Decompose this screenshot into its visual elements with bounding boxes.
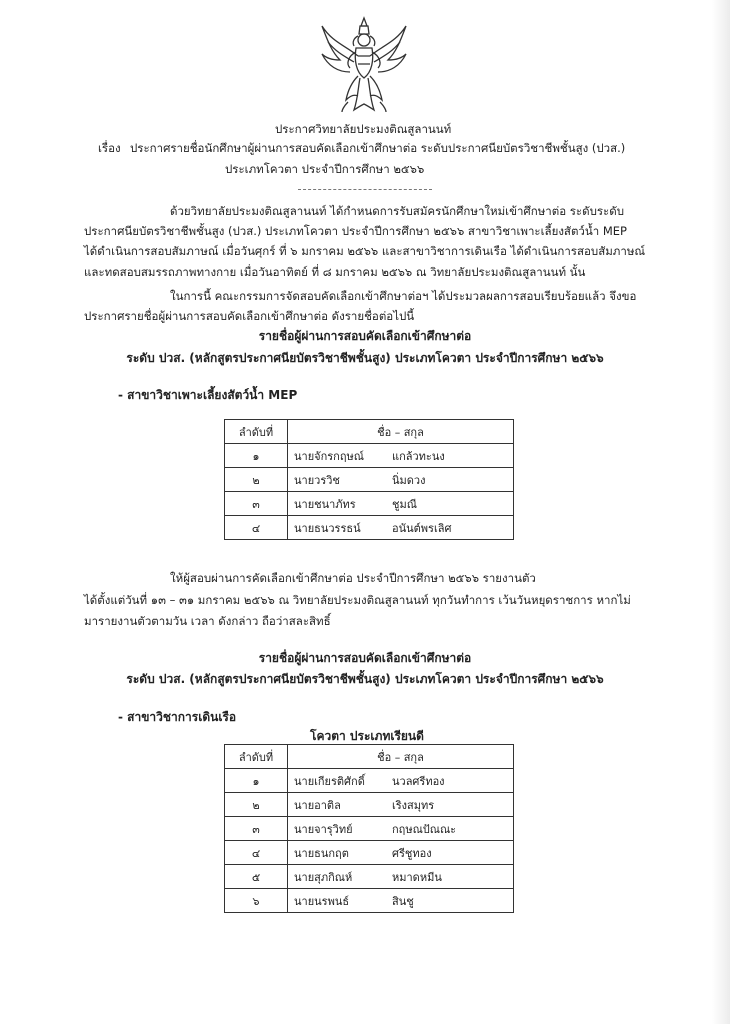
row-name xyxy=(288,793,514,817)
section-2-table xyxy=(224,744,514,913)
table-row xyxy=(225,793,514,817)
row-name xyxy=(288,444,514,468)
section-2-heading: รายชื่อผู้ผ่านการสอบคัดเลือกเข้าศึกษาต่อ xyxy=(258,651,472,665)
paragraph-1-line-4: และทดสอบสมรรถภาพทางกาย เมื่อวันอาทิตย์ ที่ ๘ มกราคม ๒๕๖๖ ณ วิทยาลัยประมงติณสูลานนท์ นั้น xyxy=(84,265,586,279)
row-number: ๓ xyxy=(225,492,288,516)
table-row xyxy=(225,492,514,516)
row-name xyxy=(288,817,514,841)
paragraph-1-line-2: ประกาศนียบัตรวิชาชีพชั้นสูง (ปวส.) ประเภทโควตา ประจำปีการศึกษา ๒๕๖๖ สาขาวิชาเพาะเลี้ยงสัตว์น้ำ MEP xyxy=(84,224,627,238)
row-name xyxy=(288,865,514,889)
last-name: กฤษณปัณณะ xyxy=(392,822,457,836)
first-name: นายธนวรรธน์ xyxy=(294,521,361,535)
quota-type: โควตา ประเภทเรียนดี xyxy=(310,729,424,743)
first-name: นายเกียรติศักดิ์ xyxy=(294,774,365,788)
column-header-name: ชื่อ – สกุล xyxy=(288,420,514,444)
last-name: นิ่มดวง xyxy=(392,473,426,487)
garuda-emblem-icon xyxy=(318,16,410,114)
section-1-heading: รายชื่อผู้ผ่านการสอบคัดเลือกเข้าศึกษาต่อ xyxy=(258,329,472,343)
row-number: ๔ xyxy=(225,516,288,540)
section-2-major: - สาขาวิชาการเดินเรือ xyxy=(118,710,237,724)
table-row xyxy=(225,444,514,468)
table-header-row xyxy=(225,745,514,769)
table-row xyxy=(225,865,514,889)
last-name: เริงสมุทร xyxy=(392,798,435,812)
row-number: ๖ xyxy=(225,889,288,913)
paragraph-1-line-1: ด้วยวิทยาลัยประมงติณสูลานนท์ ได้กำหนดการรับสมัครนักศึกษาใหม่เข้าศึกษาต่อ ระดับระดับ xyxy=(170,204,625,218)
subject-line-1: ประกาศรายชื่อนักศึกษาผู้ผ่านการสอบคัดเลือกเข้าศึกษาต่อ ระดับประกาศนียบัตรวิชาชีพชั้นสูง (ปวส.) xyxy=(130,141,626,155)
last-name: หมาดหมีน xyxy=(392,870,442,884)
column-header-name: ชื่อ – สกุล xyxy=(288,745,514,769)
row-number: ๔ xyxy=(225,841,288,865)
first-name: นายนรพนธ์ xyxy=(294,894,350,908)
row-name xyxy=(288,492,514,516)
table-row xyxy=(225,817,514,841)
row-number: ๑ xyxy=(225,444,288,468)
first-name: นายธนกฤต xyxy=(294,846,349,860)
last-name: ชูมณี xyxy=(392,497,417,511)
first-name: นายวรวิช xyxy=(294,473,340,487)
row-number: ๒ xyxy=(225,468,288,492)
page-edge-shadow xyxy=(712,0,730,1024)
last-name: ศรีชูทอง xyxy=(392,846,432,860)
paragraph-3-line-2: ได้ตั้งแต่วันที่ ๑๓ – ๓๑ มกราคม ๒๕๖๖ ณ วิทยาลัยประมงติณสูลานนท์ ทุกวันทำการ เว้นวันหยุดราชการ หากไม่ xyxy=(84,593,631,607)
section-2-subheading: ระดับ ปวส. (หลักสูตรประกาศนียบัตรวิชาชีพชั้นสูง) ประเภทโควตา ประจำปีการศึกษา ๒๕๖๖ xyxy=(126,672,604,686)
row-number: ๒ xyxy=(225,793,288,817)
first-name: นายสุภกิณห์ xyxy=(294,870,353,884)
last-name: อนันต์พรเลิศ xyxy=(392,521,452,535)
section-1-subheading: ระดับ ปวส. (หลักสูตรประกาศนียบัตรวิชาชีพชั้นสูง) ประเภทโควตา ประจำปีการศึกษา ๒๕๖๖ xyxy=(126,351,604,365)
announcer-line: ประกาศวิทยาลัยประมงติณสูลานนท์ xyxy=(275,122,452,136)
section-1-table xyxy=(224,419,514,540)
table-header-row xyxy=(225,420,514,444)
last-name: นวลศรีทอง xyxy=(392,774,445,788)
last-name: สินชู xyxy=(392,894,414,908)
first-name: นายจักรกฤษณ์ xyxy=(294,449,364,463)
paragraph-2-line-1: ในการนี้ คณะกรรมการจัดสอบคัดเลือกเข้าศึกษาต่อฯ ได้ประมวลผลการสอบเรียบร้อยแล้ว จึงขอ xyxy=(170,289,637,303)
first-name: นายชนาภัทร xyxy=(294,497,356,511)
row-name xyxy=(288,841,514,865)
last-name: แกล้วทะนง xyxy=(392,449,445,463)
row-name xyxy=(288,769,514,793)
table-row xyxy=(225,841,514,865)
first-name: นายอาติล xyxy=(294,798,341,812)
header-divider xyxy=(298,189,432,190)
table-row xyxy=(225,468,514,492)
paragraph-3-line-1: ให้ผู้สอบผ่านการคัดเลือกเข้าศึกษาต่อ ประจำปีการศึกษา ๒๕๖๖ รายงานตัว xyxy=(170,571,536,585)
row-name xyxy=(288,468,514,492)
column-header-no: ลำดับที่ xyxy=(225,420,288,444)
first-name: นายจารุวิทย์ xyxy=(294,822,353,836)
row-number: ๓ xyxy=(225,817,288,841)
paragraph-3-line-3: มารายงานตัวตามวัน เวลา ดังกล่าว ถือว่าสละสิทธิ์ xyxy=(84,614,331,628)
paragraph-1-line-3: ได้ดำเนินการสอบสัมภาษณ์ เมื่อวันศุกร์ ที่ ๖ มกราคม ๒๕๖๖ และสาขาวิชาการเดินเรือ ได้ดำเนินการสอบสัมภาษณ์ xyxy=(84,244,646,258)
table-row xyxy=(225,516,514,540)
row-number: ๕ xyxy=(225,865,288,889)
subject-label: เรื่อง xyxy=(98,141,121,155)
subject-line-2: ประเภทโควตา ประจำปีการศึกษา ๒๕๖๖ xyxy=(225,162,425,176)
table-row xyxy=(225,889,514,913)
row-name xyxy=(288,889,514,913)
paragraph-2-line-2: ประกาศรายชื่อผู้ผ่านการสอบคัดเลือกเข้าศึกษาต่อ ดังรายชื่อต่อไปนี้ xyxy=(84,309,415,323)
row-number: ๑ xyxy=(225,769,288,793)
row-name xyxy=(288,516,514,540)
section-1-major: - สาขาวิชาเพาะเลี้ยงสัตว์น้ำ MEP xyxy=(118,388,298,402)
table-row xyxy=(225,769,514,793)
column-header-no: ลำดับที่ xyxy=(225,745,288,769)
